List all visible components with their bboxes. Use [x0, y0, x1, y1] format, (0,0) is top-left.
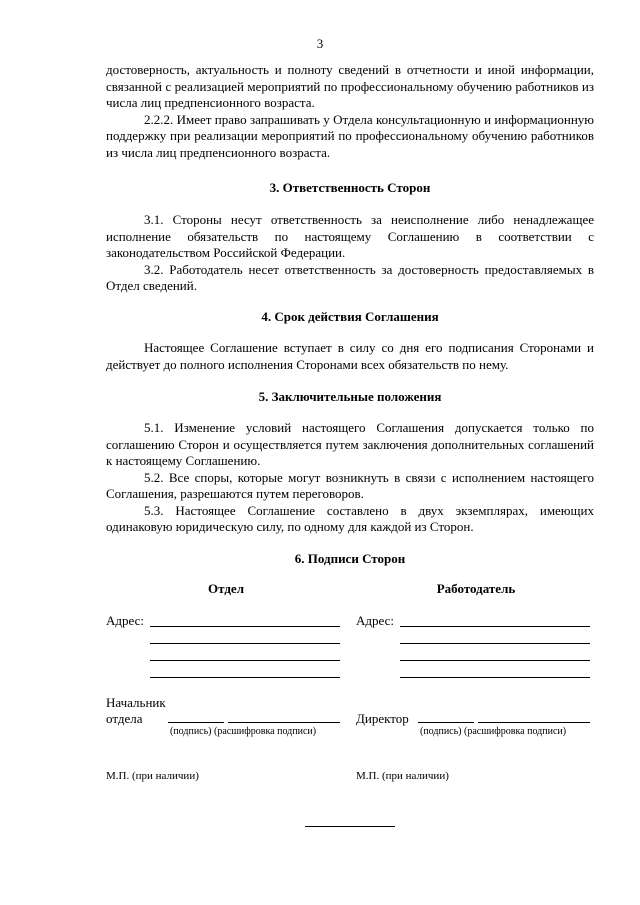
right-address-line-3 [400, 660, 590, 661]
right-address-line-4 [400, 677, 590, 678]
paragraph-5-3: 5.3. Настоящее Соглашение составлено в двух экземплярах, имеющих одинаковую юридическую силу, по одному для каждой из Сторон. [106, 502, 594, 534]
section-3-title: 3. Ответственность Сторон [269, 180, 431, 195]
right-address-line-1 [400, 626, 590, 627]
right-signature-transcript-line [478, 722, 590, 723]
right-address-label: Адрес: [356, 613, 394, 628]
left-address-line-3 [150, 660, 340, 661]
right-party-title: Работодатель [436, 581, 516, 596]
right-signature-line [418, 722, 474, 723]
section-5-title: 5. Заключительные положения [258, 389, 442, 404]
end-divider [305, 826, 395, 827]
left-signature-transcript-line [228, 722, 340, 723]
left-position-line-1: Начальник [106, 695, 166, 710]
right-address-line-2 [400, 643, 590, 644]
left-party-title: Отдел [208, 581, 244, 596]
section-4-body [106, 340, 594, 373]
right-position: Директор [356, 711, 409, 726]
paragraph-5-1: 5.1. Изменение условий настоящего Соглашения допускается только по соглашению Сторон и осуществляется путем заключения дополнительных соглашений к настоящему Соглашению. [106, 420, 594, 468]
section-6-title: 6. Подписи Сторон [294, 551, 406, 566]
left-address-line-2 [150, 643, 340, 644]
paragraph-4: Настоящее Соглашение вступает в силу со дня его подписания Сторонами и действует до полного исполнения Сторонами всех обязательств по нему. [106, 340, 594, 372]
right-signature-caption: (подпись) (расшифровка подписи) [420, 726, 567, 737]
paragraph-2-2-2: 2.2.2. Имеет право запрашивать у Отдела консультационную и информационную поддержку при реализации мероприятий по профессиональному обучению работников из числа лиц предпенсионного возраста. [106, 111, 594, 160]
section-4-title: 4. Срок действия Соглашения [261, 309, 439, 324]
paragraph-3-1: 3.1. Стороны несут ответственность за неисполнение либо ненадлежащее исполнение обязательств по настоящему Соглашению в соответствии с законодательством Российской Федерации. [106, 212, 594, 260]
paragraph-3-2: 3.2. Работодатель несет ответственность за достоверность предоставляемых в Отдел сведений. [106, 261, 594, 293]
continuation-block [106, 62, 594, 161]
paragraph-5-2: 5.2. Все споры, которые могут возникнуть в связи с исполнением настоящего Соглашения, разрешаются путем переговоров. [106, 469, 594, 501]
paragraph: достоверность, актуальность и полноту сведений в отчетности и иной информации, связанной с реализацией мероприятий по профессиональному обучению работников из числа лиц предпенсионного возраста. [106, 62, 594, 110]
right-seal-note: М.П. (при наличии) [356, 770, 449, 782]
section-5-body [106, 420, 594, 536]
left-address-label: Адрес: [106, 613, 144, 628]
page-number: 3 [316, 36, 324, 51]
left-signature-caption: (подпись) (расшифровка подписи) [170, 726, 317, 737]
left-signature-line [168, 722, 224, 723]
section-3-body [106, 212, 594, 295]
left-address-line-4 [150, 677, 340, 678]
left-address-line-1 [150, 626, 340, 627]
left-position-line-2: отдела [106, 711, 143, 726]
left-seal-note: М.П. (при наличии) [106, 770, 199, 782]
